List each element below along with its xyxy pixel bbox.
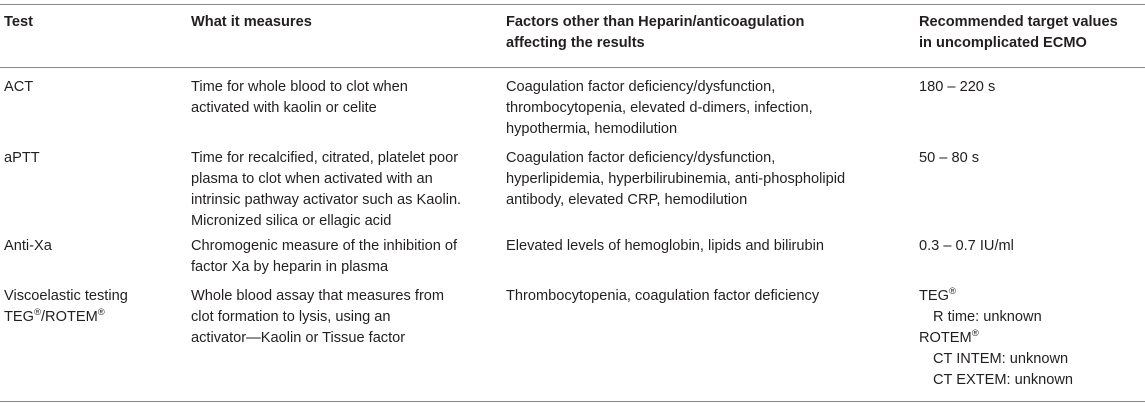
cell-target: 180 – 220 s bbox=[919, 79, 996, 95]
cell-factors: Elevated levels of hemoglobin, lipids and bilirubin bbox=[506, 238, 825, 254]
cell-test: Anti-Xa bbox=[4, 238, 52, 254]
cell-factors bbox=[506, 148, 845, 211]
cell-measures bbox=[191, 236, 457, 278]
cell-test: aPTT bbox=[4, 150, 40, 166]
cell-line: Time for whole blood to clot when bbox=[191, 79, 408, 95]
cell-line: Coagulation factor deficiency/dysfunction, bbox=[506, 79, 776, 95]
target-ct-extem: CT EXTEM: unknown bbox=[933, 372, 1074, 388]
cell-line bbox=[4, 307, 128, 328]
top-rule bbox=[0, 4, 1145, 5]
cell-factors bbox=[506, 77, 813, 140]
cell-line: antibody, elevated CRP, hemodilution bbox=[506, 192, 748, 208]
bottom-rule bbox=[0, 401, 1145, 402]
header-target-line: Recommended target values bbox=[919, 14, 1118, 30]
cell-target: 50 – 80 s bbox=[919, 150, 980, 166]
header-what-it-measures: What it measures bbox=[191, 14, 312, 30]
registered-mark: ® bbox=[97, 307, 105, 318]
header-factors-line: affecting the results bbox=[506, 35, 645, 51]
header-factors-line: Factors other than Heparin/anticoagulation bbox=[506, 14, 805, 30]
cell-line: hyperlipidemia, hyperbilirubinemia, anti-phospholipid bbox=[506, 171, 846, 187]
teg-label: TEG bbox=[919, 288, 949, 304]
cell-target bbox=[919, 286, 1073, 391]
cell-line: clot formation to lysis, using an bbox=[191, 309, 391, 325]
cell-line: activator—Kaolin or Tissue factor bbox=[191, 330, 406, 346]
cell-measures bbox=[191, 148, 461, 232]
target-rotem bbox=[919, 328, 1073, 349]
cell-line: plasma to clot when activated with an bbox=[191, 171, 433, 187]
cell-test: ACT bbox=[4, 79, 34, 95]
header-rule bbox=[0, 67, 1145, 68]
cell-line: Time for recalcified, citrated, platelet poor bbox=[191, 150, 459, 166]
cell-line: Whole blood assay that measures from bbox=[191, 288, 445, 304]
header-target-line: in uncomplicated ECMO bbox=[919, 35, 1087, 51]
cell-line: Coagulation factor deficiency/dysfunction, bbox=[506, 150, 776, 166]
cell-line: Micronized silica or ellagic acid bbox=[191, 213, 392, 229]
registered-mark: ® bbox=[949, 286, 956, 297]
cell-line: activated with kaolin or celite bbox=[191, 100, 377, 116]
cell-line: factor Xa by heparin in plasma bbox=[191, 259, 389, 275]
rotem-label: ROTEM bbox=[919, 330, 972, 346]
header-test: Test bbox=[4, 14, 33, 30]
registered-mark: ® bbox=[34, 307, 41, 318]
cell-line: intrinsic pathway activator such as Kaolin. bbox=[191, 192, 462, 208]
cell-test bbox=[4, 286, 128, 328]
registered-mark: ® bbox=[971, 328, 979, 339]
target-teg bbox=[919, 286, 1073, 307]
cell-line: thrombocytopenia, elevated d-dimers, infection, bbox=[506, 100, 813, 116]
header-factors bbox=[506, 12, 804, 54]
teg-label: TEG bbox=[4, 309, 34, 325]
cell-line: Viscoelastic testing bbox=[4, 288, 128, 304]
cell-line: hypothermia, hemodilution bbox=[506, 121, 678, 137]
cell-measures bbox=[191, 286, 444, 349]
cell-line: Chromogenic measure of the inhibition of bbox=[191, 238, 458, 254]
target-ct-intem: CT INTEM: unknown bbox=[933, 351, 1069, 367]
target-r-time: R time: unknown bbox=[933, 309, 1042, 325]
cell-factors: Thrombocytopenia, coagulation factor deficiency bbox=[506, 288, 820, 304]
header-target-values bbox=[919, 12, 1118, 54]
cell-target: 0.3 – 0.7 IU/ml bbox=[919, 238, 1014, 254]
cell-measures bbox=[191, 77, 408, 119]
rotem-label: /ROTEM bbox=[41, 309, 98, 325]
